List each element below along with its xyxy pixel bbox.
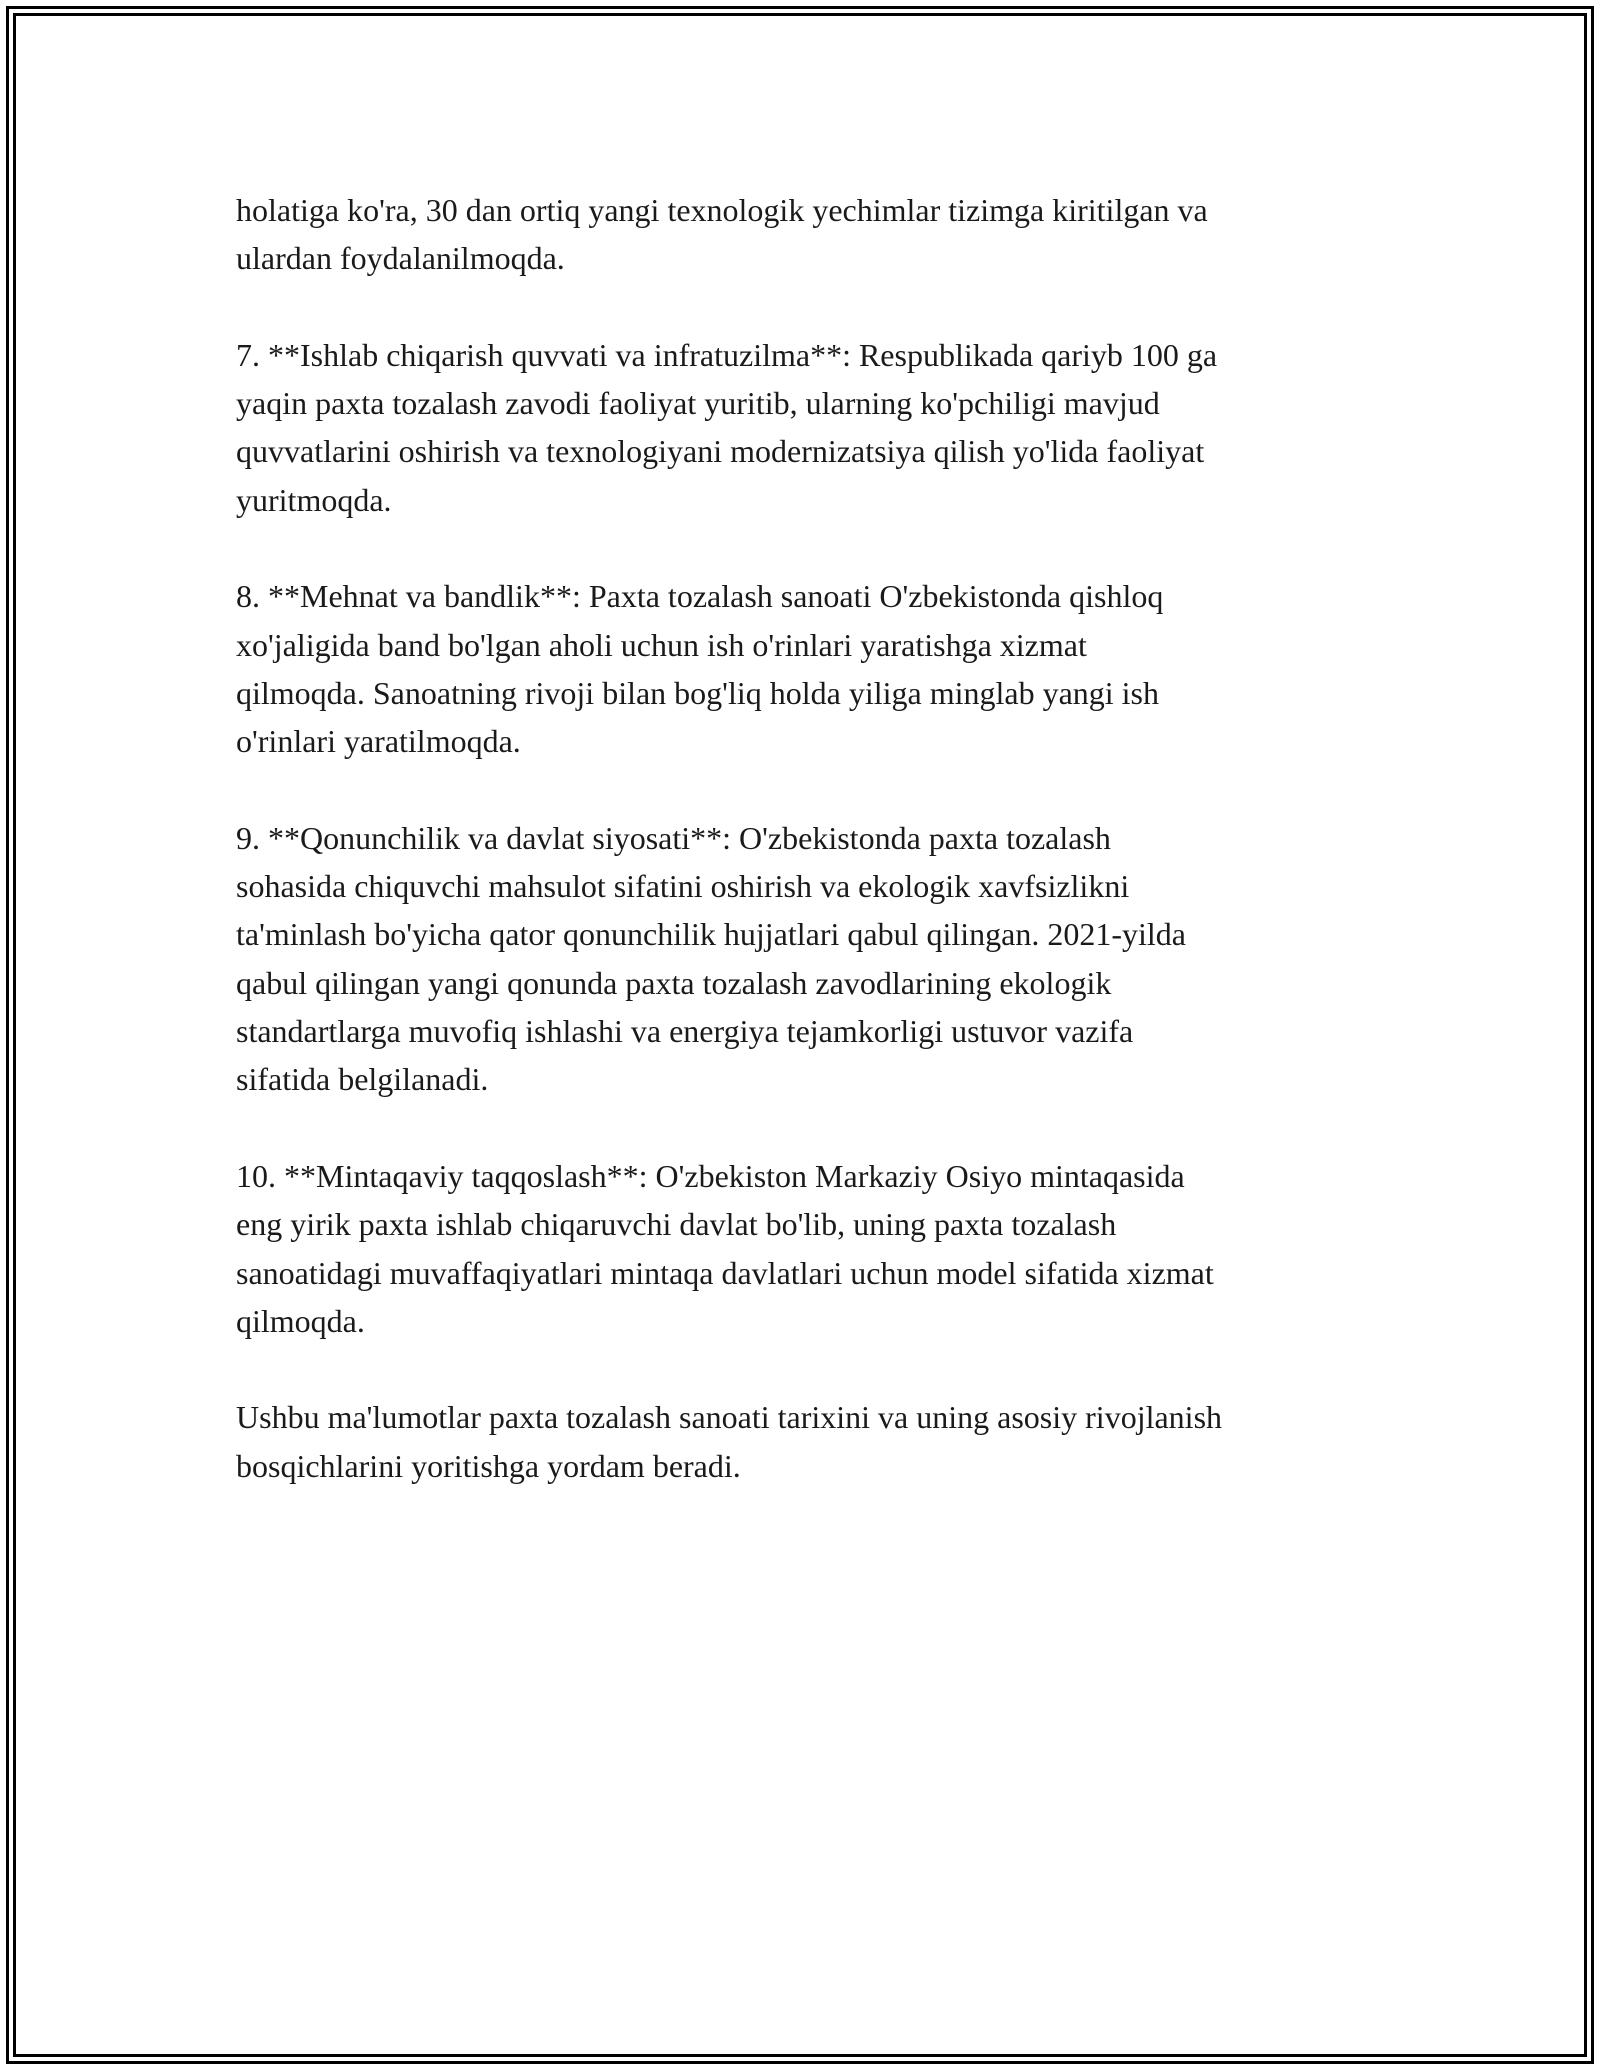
- paragraph-continuation: holatiga ko'ra, 30 dan ortiq yangi texnologik yechimlar tizimga kiritilgan va ulardan foydalanilmoqda.: [236, 192, 1208, 277]
- paragraph-item-8: 8. **Mehnat va bandlik**: Paxta tozalash sanoati O'zbekistonda qishloq xo'jaligida band bo'lgan aholi uchun ish o'rinlari yaratishga xizmat qilmoqda. Sanoatning rivoji bilan bog'liq holda yiliga minglab yangi ish o'rinlari yaratilmoqda.: [236, 578, 1164, 760]
- paragraph-item-7: 7. **Ishlab chiqarish quvvati va infratuzilma**: Respublikada qariyb 100 ga yaqin paxta tozalash zavodi faoliyat yuritib, ularning ko'pchiligi mavjud quvvatlarini oshirish va texnologiyani modernizatsiya qilish yo'lida faoliyat yuritmoqda.: [236, 336, 1218, 518]
- paragraph-item-9: 9. **Qonunchilik va davlat siyosati**: O'zbekistonda paxta tozalash sohasida chiquvchi mahsulot sifatini oshirish va ekologik xavfsizlikni ta'minlash bo'yicha qator qonunchilik hujjatlari qabul qilingan. 2021-yilda qabul qilingan yangi qonunda paxta tozalash zavodlarining ekologik standartlarga muvofiq ishlashi va energiya tejamkorligi ustuvor vazifa sifatida belgilanadi.: [236, 819, 1186, 1098]
- paragraph-item-10: 10. **Mintaqaviy taqqoslash**: O'zbekiston Markaziy Osiyo mintaqasida eng yirik paxta ishlab chiqaruvchi davlat bo'lib, uning paxta tozalash sanoatidagi muvaffaqiyatlari mintaqa davlatlari uchun model sifatida xizmat qilmoqda.: [236, 1157, 1214, 1339]
- document-body: [236, 186, 1386, 1538]
- paragraph-conclusion: Ushbu ma'lumotlar paxta tozalash sanoati tarixini va uning asosiy rivojlanish bosqichlarini yoritishga yordam beradi.: [236, 1399, 1223, 1484]
